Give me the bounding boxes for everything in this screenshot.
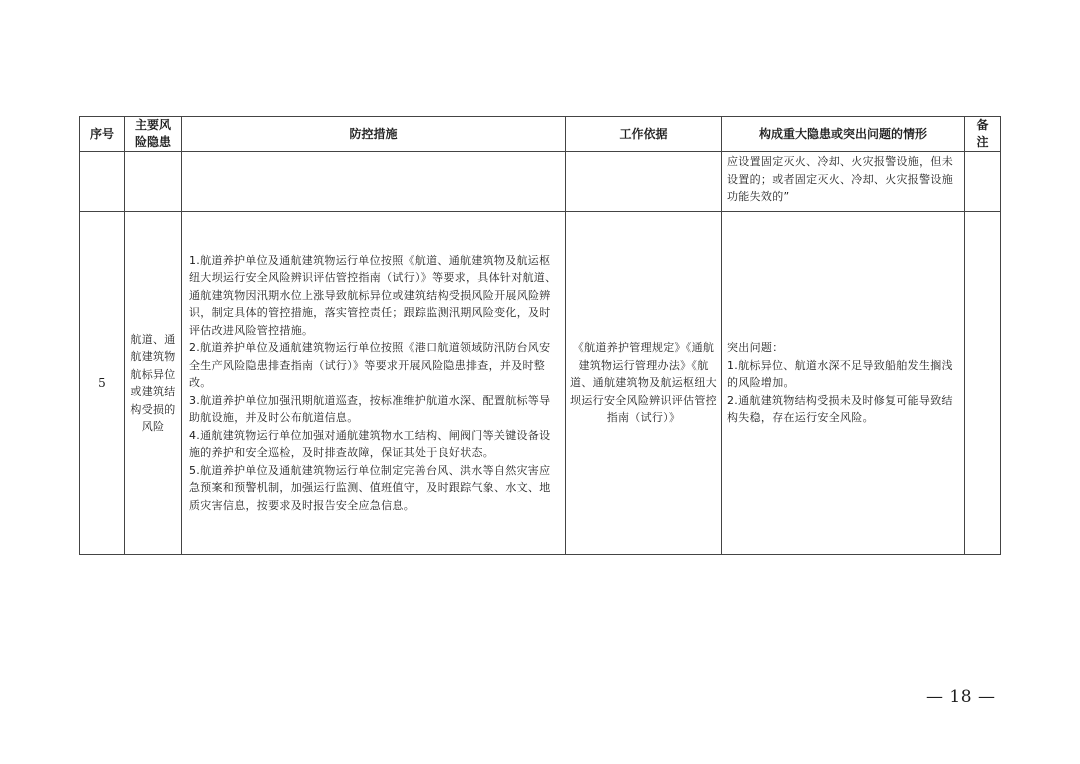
header-remarks bbox=[965, 117, 1001, 152]
header-basis: 工作依据 bbox=[566, 117, 722, 152]
header-risk-label: 主要风险隐患 bbox=[134, 118, 171, 149]
measure-item: 1.航道养护单位及通航建筑物运行单位按照《航道、通航建筑物及航运枢纽大坝运行安全风险辨识评估管控指南（试行）》等要求，具体针对航道、通航建筑物因汛期水位上涨导致航标异位或建筑结构受损风险开展风险辨识，制定具体的管控措施，落实管控责任；跟踪监测汛期风险变化，及时评估改进风险管控措施。 bbox=[189, 253, 557, 337]
table-row-continuation bbox=[80, 152, 1001, 212]
row5-conditions-list bbox=[727, 339, 959, 427]
table-row-5 bbox=[80, 212, 1001, 555]
row5-measures-list bbox=[189, 252, 557, 515]
cont-conditions-text: 应设置固定灭火、冷却、火灾报警设施，但未设置的；或者固定灭火、冷却、火灾报警设施功能失效的” bbox=[727, 155, 953, 203]
row5-remarks-cell bbox=[965, 212, 1001, 555]
row5-conditions-cell bbox=[722, 212, 965, 555]
page-number: — 18 — bbox=[926, 687, 996, 707]
condition-item: 1.航标异位、航道水深不足导致船舶发生搁浅的风险增加。 bbox=[727, 358, 953, 390]
cont-measures-cell bbox=[182, 152, 566, 212]
header-index: 序号 bbox=[80, 117, 125, 152]
cont-risk-cell bbox=[125, 152, 182, 212]
condition-item: 2.通航建筑物结构受损未及时修复可能导致结构失稳，存在运行安全风险。 bbox=[727, 393, 953, 425]
risk-control-table bbox=[79, 116, 1001, 555]
header-remarks-label: 备注 bbox=[976, 118, 989, 149]
measure-item: 3.航道养护单位加强汛期航道巡查，按标准维护航道水深、配置航标等导助航设施，并及时公布航道信息。 bbox=[189, 393, 551, 425]
cont-remarks-cell bbox=[965, 152, 1001, 212]
header-measures: 防控措施 bbox=[182, 117, 566, 152]
header-risk bbox=[125, 117, 182, 152]
row5-basis-cell bbox=[566, 212, 722, 555]
row5-basis-text: 《航道养护管理规定》《通航建筑物运行管理办法》《航道、通航建筑物及航运枢纽大坝运行安全风险辨识评估管控指南（试行）》 bbox=[570, 341, 717, 425]
measure-item: 4.通航建筑物运行单位加强对通航建筑物水工结构、闸阀门等关键设备设施的养护和安全巡检，及时排查故障，保证其处于良好状态。 bbox=[189, 428, 551, 460]
row5-index: 5 bbox=[80, 212, 125, 555]
measure-item: 2.航道养护单位及通航建筑物运行单位按照《港口航道领域防汛防台风安全生产风险隐患排查指南（试行）》等要求开展风险隐患排查，并及时整改。 bbox=[189, 341, 551, 390]
cont-basis-cell bbox=[566, 152, 722, 212]
table-header-row bbox=[80, 117, 1001, 152]
cont-index-cell bbox=[80, 152, 125, 212]
header-conditions: 构成重大隐患或突出问题的情形 bbox=[722, 117, 965, 152]
row5-risk-cell bbox=[125, 212, 182, 555]
measure-item: 5.航道养护单位及通航建筑物运行单位制定完善台风、洪水等自然灾害应急预案和预警机制，加强运行监测、值班值守，及时跟踪气象、水文、地质灾害信息，按要求及时报告安全应急信息。 bbox=[189, 463, 551, 512]
conditions-heading: 突出问题： bbox=[727, 341, 784, 355]
row5-risk-text: 航道、通航建筑物航标异位或建筑结构受损的风险 bbox=[130, 332, 176, 433]
cont-conditions-cell bbox=[722, 152, 965, 212]
row5-measures-cell bbox=[182, 212, 566, 555]
